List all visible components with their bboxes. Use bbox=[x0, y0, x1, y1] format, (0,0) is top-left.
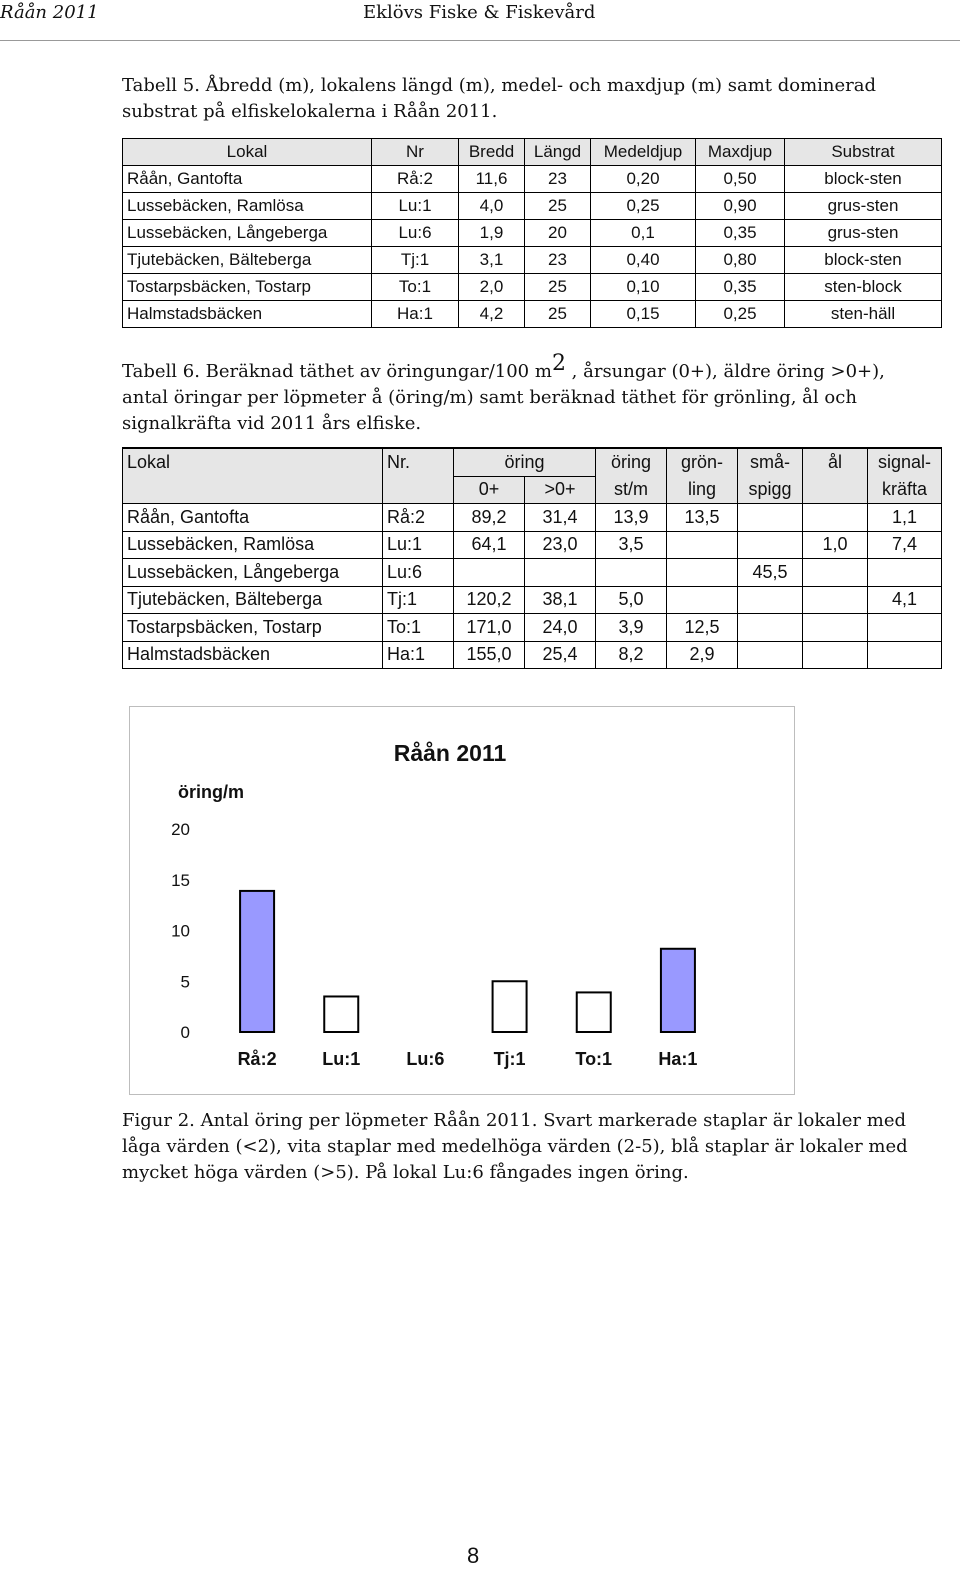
table6-caption-superscript: 2 bbox=[551, 351, 566, 376]
table-cell: grus-sten bbox=[785, 220, 942, 247]
table-cell: 64,1 bbox=[454, 531, 525, 559]
header-rule bbox=[0, 40, 960, 41]
table-cell: Lussebäcken, Långeberga bbox=[123, 559, 383, 587]
chart-frame bbox=[129, 706, 795, 1095]
chart-title: Råån 2011 bbox=[393, 740, 507, 766]
table-row bbox=[123, 193, 942, 220]
table-row bbox=[123, 586, 942, 614]
table-row bbox=[123, 641, 942, 669]
table-cell: 4,2 bbox=[459, 301, 525, 328]
table-cell: 89,2 bbox=[454, 504, 525, 532]
table-cell: 2,0 bbox=[459, 274, 525, 301]
table-cell bbox=[738, 641, 803, 669]
table6-header: >0+ bbox=[525, 476, 596, 504]
x-tick-label: Lu:1 bbox=[322, 1049, 361, 1069]
table-row bbox=[123, 220, 942, 247]
table-cell: 13,5 bbox=[667, 504, 738, 532]
table-cell: Rå:2 bbox=[383, 504, 454, 532]
bar-chart bbox=[130, 707, 794, 1094]
table-cell bbox=[525, 559, 596, 587]
chart-y-axis-label: öring/m bbox=[178, 782, 244, 802]
table5-header: Lokal bbox=[123, 139, 372, 166]
table-cell: grus-sten bbox=[785, 193, 942, 220]
table6-header: Lokal bbox=[123, 448, 383, 476]
bar-rå2 bbox=[240, 891, 274, 1032]
table-cell: 3,5 bbox=[596, 531, 667, 559]
table-cell: 25,4 bbox=[525, 641, 596, 669]
x-tick-label: Ha:1 bbox=[658, 1049, 698, 1069]
table6-header: kräfta bbox=[868, 476, 942, 504]
table-row bbox=[123, 274, 942, 301]
table6-header: st/m bbox=[596, 476, 667, 504]
table-cell: 0,1 bbox=[591, 220, 696, 247]
table-cell: 0,80 bbox=[696, 247, 785, 274]
table-cell: 1,1 bbox=[868, 504, 942, 532]
running-header-left: Råån 2011 bbox=[0, 2, 99, 23]
table-cell bbox=[868, 614, 942, 642]
table6-caption bbox=[122, 351, 932, 437]
y-tick-label: 20 bbox=[171, 820, 190, 839]
table-cell: 0,40 bbox=[591, 247, 696, 274]
table-cell: Ha:1 bbox=[372, 301, 459, 328]
table-cell: 0,20 bbox=[591, 166, 696, 193]
table-cell: 12,5 bbox=[667, 614, 738, 642]
table6-header bbox=[383, 476, 454, 504]
table-cell bbox=[738, 586, 803, 614]
table6-header-row-1 bbox=[123, 448, 942, 476]
table-row bbox=[123, 531, 942, 559]
table-cell: sten-häll bbox=[785, 301, 942, 328]
table6-header bbox=[803, 476, 868, 504]
table-cell: 3,9 bbox=[596, 614, 667, 642]
table-cell: Tostarpsbäcken, Tostarp bbox=[123, 614, 383, 642]
table6-header-oring-group: öring bbox=[454, 448, 596, 476]
table-row bbox=[123, 247, 942, 274]
table6-header: ål bbox=[803, 448, 868, 476]
table-cell: 0,15 bbox=[591, 301, 696, 328]
table-cell: 171,0 bbox=[454, 614, 525, 642]
table-cell: Lussebäcken, Ramlösa bbox=[123, 193, 372, 220]
table-cell bbox=[803, 559, 868, 587]
table-cell bbox=[454, 559, 525, 587]
figure-caption: Figur 2. Antal öring per löpmeter Råån 2011. Svart markerade staplar är lokaler med låga värden (<2), vita staplar med medelhöga värden (2-5), blå staplar är lokaler med mycket höga värden (>5). På lokal Lu:6 fångades ingen öring. bbox=[122, 1110, 908, 1183]
table-cell: 20 bbox=[525, 220, 591, 247]
table-cell bbox=[596, 559, 667, 587]
table-row bbox=[123, 166, 942, 193]
table-cell: Ha:1 bbox=[383, 641, 454, 669]
table-cell bbox=[667, 531, 738, 559]
y-tick-label: 5 bbox=[180, 972, 190, 992]
table-cell: Råån, Gantofta bbox=[123, 166, 372, 193]
table-cell: 11,6 bbox=[459, 166, 525, 193]
table-cell: 120,2 bbox=[454, 586, 525, 614]
table-cell: block-sten bbox=[785, 247, 942, 274]
table6-header: Nr. bbox=[383, 448, 454, 476]
table-cell: 5,0 bbox=[596, 586, 667, 614]
table-cell: Halmstadsbäcken bbox=[123, 301, 372, 328]
table6-header: ling bbox=[667, 476, 738, 504]
table5-header: Medeldjup bbox=[591, 139, 696, 166]
page-number: 8 bbox=[467, 1543, 480, 1568]
table-cell: Lu:1 bbox=[372, 193, 459, 220]
table-cell: 1,9 bbox=[459, 220, 525, 247]
bars bbox=[240, 891, 695, 1032]
table-cell: 155,0 bbox=[454, 641, 525, 669]
table-cell bbox=[667, 586, 738, 614]
table-cell bbox=[667, 559, 738, 587]
table-cell: 24,0 bbox=[525, 614, 596, 642]
table6-caption-text: Tabell 6. Beräknad täthet av öringungar/100 m bbox=[122, 361, 552, 382]
table-cell: 2,9 bbox=[667, 641, 738, 669]
table-cell: Rå:2 bbox=[372, 166, 459, 193]
table-cell: 25 bbox=[525, 301, 591, 328]
running-header-right: Eklövs Fiske & Fiskevård bbox=[363, 2, 596, 23]
table-cell: 23 bbox=[525, 247, 591, 274]
table-cell: Lussebäcken, Ramlösa bbox=[123, 531, 383, 559]
table-cell: 13,9 bbox=[596, 504, 667, 532]
table-cell: Halmstadsbäcken bbox=[123, 641, 383, 669]
table-cell: 38,1 bbox=[525, 586, 596, 614]
table-cell: 1,0 bbox=[803, 531, 868, 559]
table-cell: block-sten bbox=[785, 166, 942, 193]
table-cell bbox=[803, 614, 868, 642]
table6 bbox=[122, 447, 942, 669]
table-cell: Tj:1 bbox=[372, 247, 459, 274]
table-cell: 0,35 bbox=[696, 220, 785, 247]
table-row bbox=[123, 301, 942, 328]
table-cell: 31,4 bbox=[525, 504, 596, 532]
table-cell: 4,1 bbox=[868, 586, 942, 614]
y-axis-ticks bbox=[171, 820, 190, 1042]
table6-header bbox=[123, 476, 383, 504]
table-cell: 0,35 bbox=[696, 274, 785, 301]
table-cell: 45,5 bbox=[738, 559, 803, 587]
table-cell: 4,0 bbox=[459, 193, 525, 220]
table-cell: Tostarpsbäcken, Tostarp bbox=[123, 274, 372, 301]
table-cell: 25 bbox=[525, 274, 591, 301]
table5-header: Nr bbox=[372, 139, 459, 166]
bar-lu1 bbox=[324, 996, 358, 1032]
table-cell: Tjutebäcken, Bälteberga bbox=[123, 586, 383, 614]
table-cell: 0,10 bbox=[591, 274, 696, 301]
table5-header: Bredd bbox=[459, 139, 525, 166]
table5 bbox=[122, 138, 942, 328]
table-cell: 0,25 bbox=[696, 301, 785, 328]
table-cell: 3,1 bbox=[459, 247, 525, 274]
table-row bbox=[123, 614, 942, 642]
table-cell: 25 bbox=[525, 193, 591, 220]
table-cell bbox=[868, 559, 942, 587]
bar-tj1 bbox=[493, 981, 527, 1032]
x-tick-label: Rå:2 bbox=[237, 1049, 277, 1069]
table-cell: To:1 bbox=[383, 614, 454, 642]
table-cell: 0,50 bbox=[696, 166, 785, 193]
table6-header-row-2 bbox=[123, 476, 942, 504]
table-cell bbox=[868, 641, 942, 669]
x-tick-label: Tj:1 bbox=[493, 1049, 526, 1069]
table-cell: Lussebäcken, Långeberga bbox=[123, 220, 372, 247]
table-cell bbox=[803, 641, 868, 669]
table6-header: små- bbox=[738, 448, 803, 476]
table-cell bbox=[803, 504, 868, 532]
table-cell bbox=[738, 531, 803, 559]
bar-to1 bbox=[577, 992, 611, 1032]
table5-header: Substrat bbox=[785, 139, 942, 166]
table-cell: sten-block bbox=[785, 274, 942, 301]
table5-header: Längd bbox=[525, 139, 591, 166]
table-cell: 7,4 bbox=[868, 531, 942, 559]
table-cell: 0,25 bbox=[591, 193, 696, 220]
table-row bbox=[123, 559, 942, 587]
table-cell: Lu:6 bbox=[372, 220, 459, 247]
table6-header: spigg bbox=[738, 476, 803, 504]
table-cell: 23,0 bbox=[525, 531, 596, 559]
x-tick-label: To:1 bbox=[575, 1049, 613, 1069]
y-tick-label: 15 bbox=[171, 870, 190, 890]
table-cell: Lu:6 bbox=[383, 559, 454, 587]
table-cell bbox=[803, 586, 868, 614]
table5-header: Maxdjup bbox=[696, 139, 785, 166]
table-cell: 8,2 bbox=[596, 641, 667, 669]
table-row bbox=[123, 504, 942, 532]
table-cell bbox=[738, 614, 803, 642]
x-tick-label: Lu:6 bbox=[406, 1049, 445, 1069]
table6-header: signal- bbox=[868, 448, 942, 476]
table-cell: Tj:1 bbox=[383, 586, 454, 614]
table5-caption: Tabell 5. Åbredd (m), lokalens längd (m), medel- och maxdjup (m) samt dominerad substrat på elfiskelokalerna i Råån 2011. bbox=[122, 75, 877, 122]
table-cell: To:1 bbox=[372, 274, 459, 301]
bar-ha1 bbox=[661, 949, 695, 1032]
table-cell: Tjutebäcken, Bälteberga bbox=[123, 247, 372, 274]
table-cell: Lu:1 bbox=[383, 531, 454, 559]
table-cell: 0,90 bbox=[696, 193, 785, 220]
table-cell bbox=[738, 504, 803, 532]
y-tick-label: 10 bbox=[171, 921, 190, 941]
y-tick-label: 0 bbox=[180, 1023, 190, 1042]
table-cell: Råån, Gantofta bbox=[123, 504, 383, 532]
table5-header-row bbox=[123, 139, 942, 166]
table6-caption-text-continued: , årsungar (0+), äldre öring >0+), antal öringar per löpmeter å (öring/m) samt beräknad täthet för grönling, ål och signalkräfta vid 2011 års elfiske. bbox=[122, 361, 885, 434]
table6-header: 0+ bbox=[454, 476, 525, 504]
table6-header: öring bbox=[596, 448, 667, 476]
table-cell: 23 bbox=[525, 166, 591, 193]
x-axis-ticks bbox=[238, 1049, 698, 1069]
table6-header: grön- bbox=[667, 448, 738, 476]
